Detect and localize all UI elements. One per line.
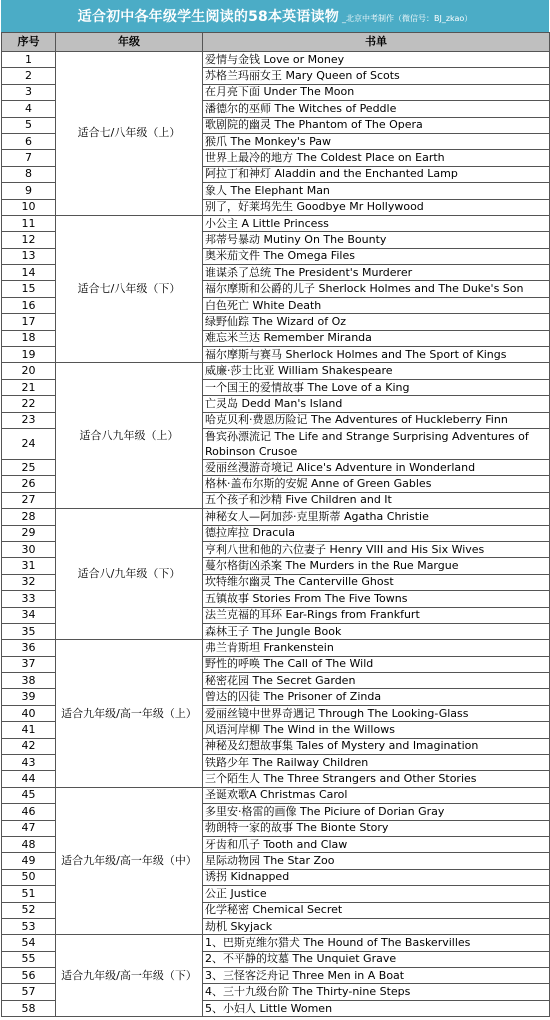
- row-number: 48: [2, 836, 56, 852]
- row-number: 42: [2, 738, 56, 754]
- row-number: 25: [2, 459, 56, 475]
- book-title: 圣诞欢歌A Christmas Carol: [203, 787, 550, 803]
- row-number: 54: [2, 935, 56, 951]
- book-title: 绿野仙踪 The Wizard of Oz: [203, 314, 550, 330]
- book-title: 蔓尔格街凶杀案 The Murders in the Rue Margue: [203, 558, 550, 574]
- book-title: 歌剧院的幽灵 The Phantom of The Opera: [203, 117, 550, 133]
- row-number: 55: [2, 951, 56, 967]
- sheet-title: [1, 0, 549, 32]
- book-title: 森林王子 The Jungle Book: [203, 623, 550, 639]
- row-number: 36: [2, 640, 56, 656]
- row-number: 3: [2, 84, 56, 100]
- book-title: 哈克贝利·费恩历险记 The Adventures of Huckleberry Finn: [203, 412, 550, 428]
- row-number: 17: [2, 314, 56, 330]
- row-number: 44: [2, 771, 56, 787]
- row-number: 29: [2, 525, 56, 541]
- book-title: 一个国王的爱情故事 The Love of a King: [203, 379, 550, 395]
- row-number: 11: [2, 215, 56, 231]
- row-number: 46: [2, 804, 56, 820]
- row-number: 49: [2, 853, 56, 869]
- book-title: 法兰克福的耳环 Ear-Rings from Frankfurt: [203, 607, 550, 623]
- book-title: 诱拐 Kidnapped: [203, 869, 550, 885]
- grade-cell: 适合九年级/高一年级（中）: [56, 787, 203, 935]
- row-number: 7: [2, 150, 56, 166]
- row-number: 13: [2, 248, 56, 264]
- row-number: 52: [2, 902, 56, 918]
- book-title: 福尔摩斯与赛马 Sherlock Holmes and The Sport of Kings: [203, 347, 550, 363]
- row-number: 10: [2, 199, 56, 215]
- row-number: 12: [2, 232, 56, 248]
- book-title: 潘德尔的巫师 The Witches of Peddle: [203, 101, 550, 117]
- book-title: 亡灵岛 Dedd Man's Island: [203, 396, 550, 412]
- grade-cell: 适合八九年级（上）: [56, 363, 203, 509]
- row-number: 38: [2, 673, 56, 689]
- book-title: 坎特维尔幽灵 The Canterville Ghost: [203, 574, 550, 590]
- row-number: 40: [2, 705, 56, 721]
- row-number: 21: [2, 379, 56, 395]
- header-grade: 年级: [56, 33, 203, 52]
- book-title: 多里安·格雷的画像 The Piciure of Dorian Gray: [203, 804, 550, 820]
- row-number: 31: [2, 558, 56, 574]
- book-title: 阿拉丁和神灯 Aladdin and the Enchanted Lamp: [203, 166, 550, 182]
- book-title: 奥米茄文件 The Omega Files: [203, 248, 550, 264]
- row-number: 19: [2, 347, 56, 363]
- row-number: 22: [2, 396, 56, 412]
- grade-cell: 适合七/八年级（下）: [56, 215, 203, 363]
- book-title: 别了，好莱坞先生 Goodbye Mr Hollywood: [203, 199, 550, 215]
- book-title: 秘密花园 The Secret Garden: [203, 673, 550, 689]
- grade-cell: 适合八/九年级（下）: [56, 509, 203, 640]
- row-number: 47: [2, 820, 56, 836]
- row-number: 5: [2, 117, 56, 133]
- row-number: 24: [2, 428, 56, 459]
- title-sub: _北京中考制作（微信号：BJ_zkao）: [341, 13, 473, 23]
- row-number: 1: [2, 52, 56, 68]
- book-title: 世界上最冷的地方 The Coldest Place on Earth: [203, 150, 550, 166]
- book-title: 风语河岸柳 The Wind in the Willows: [203, 722, 550, 738]
- table-row: [2, 52, 550, 68]
- book-title: 劫机 Skyjack: [203, 918, 550, 934]
- book-title: 野性的呼唤 The Call of The Wild: [203, 656, 550, 672]
- book-table: [1, 32, 550, 1017]
- grade-cell: 适合九年级/高一年级（下）: [56, 935, 203, 1017]
- reading-list-sheet: [1, 0, 549, 1017]
- book-title: 5、小妇人 Little Women: [203, 1000, 550, 1016]
- row-number: 32: [2, 574, 56, 590]
- book-title: 铁路少年 The Railway Children: [203, 755, 550, 771]
- book-title: 苏格兰玛丽女王 Mary Queen of Scots: [203, 68, 550, 84]
- table-row: [2, 215, 550, 231]
- book-title: 猴爪 The Monkey's Paw: [203, 133, 550, 149]
- book-title: 五镇故事 Stories From The Five Towns: [203, 591, 550, 607]
- row-number: 6: [2, 133, 56, 149]
- row-number: 27: [2, 492, 56, 508]
- book-title: 五个孩子和沙精 Five Children and It: [203, 492, 550, 508]
- table-row: [2, 509, 550, 525]
- row-number: 9: [2, 183, 56, 199]
- table-row: [2, 363, 550, 379]
- row-number: 26: [2, 476, 56, 492]
- row-number: 41: [2, 722, 56, 738]
- title-main: 适合初中各年级学生阅读的58本英语读物: [77, 9, 339, 25]
- book-title: 爱情与金钱 Love or Money: [203, 52, 550, 68]
- book-title: 爱丽丝漫游奇境记 Alice's Adventure in Wonderland: [203, 459, 550, 475]
- book-title: 爱丽丝镜中世界奇遇记 Through The Looking-Glass: [203, 705, 550, 721]
- row-number: 51: [2, 886, 56, 902]
- book-title: 亨利八世和他的六位妻子 Henry VIII and His Six Wives: [203, 541, 550, 557]
- book-title: 3、三怪客泛舟记 Three Men in A Boat: [203, 968, 550, 984]
- row-number: 45: [2, 787, 56, 803]
- book-title: 星际动物园 The Star Zoo: [203, 853, 550, 869]
- book-title: 1、巴斯克维尔猎犬 The Hound of The Baskervilles: [203, 935, 550, 951]
- book-title: 弗兰肯斯坦 Frankenstein: [203, 640, 550, 656]
- book-title: 在月亮下面 Under The Moon: [203, 84, 550, 100]
- row-number: 28: [2, 509, 56, 525]
- header-book: 书单: [203, 33, 550, 52]
- table-row: [2, 640, 550, 656]
- grade-cell: 适合七/八年级（上）: [56, 52, 203, 216]
- row-number: 35: [2, 623, 56, 639]
- book-title: 2、不平静的坟墓 The Unquiet Grave: [203, 951, 550, 967]
- book-title: 三个陌生人 The Three Strangers and Other Stories: [203, 771, 550, 787]
- row-number: 56: [2, 968, 56, 984]
- book-title: 神秘女人—阿加莎·克里斯蒂 Agatha Christie: [203, 509, 550, 525]
- row-number: 57: [2, 984, 56, 1000]
- book-title: 勃朗特一家的故事 The Bionte Story: [203, 820, 550, 836]
- book-title: 神秘及幻想故事集 Tales of Mystery and Imagination: [203, 738, 550, 754]
- book-title: 象人 The Elephant Man: [203, 183, 550, 199]
- row-number: 50: [2, 869, 56, 885]
- row-number: 20: [2, 363, 56, 379]
- book-title: 曾达的囚徒 The Prisoner of Zinda: [203, 689, 550, 705]
- book-title: 白色死亡 White Death: [203, 297, 550, 313]
- book-title: 邦蒂号暴动 Mutiny On The Bounty: [203, 232, 550, 248]
- book-title: 鲁宾孙漂流记 The Life and Strange Surprising Adventures of Robinson Crusoe: [203, 428, 550, 459]
- row-number: 16: [2, 297, 56, 313]
- row-number: 14: [2, 265, 56, 281]
- row-number: 53: [2, 918, 56, 934]
- row-number: 39: [2, 689, 56, 705]
- book-title: 小公主 A Little Princess: [203, 215, 550, 231]
- row-number: 23: [2, 412, 56, 428]
- book-title: 牙齿和爪子 Tooth and Claw: [203, 836, 550, 852]
- row-number: 58: [2, 1000, 56, 1016]
- row-number: 15: [2, 281, 56, 297]
- table-body: [2, 52, 550, 1017]
- book-title: 德拉库拉 Dracula: [203, 525, 550, 541]
- header-num: 序号: [2, 33, 56, 52]
- grade-cell: 适合九年级/高一年级（上）: [56, 640, 203, 788]
- row-number: 33: [2, 591, 56, 607]
- row-number: 37: [2, 656, 56, 672]
- row-number: 8: [2, 166, 56, 182]
- row-number: 2: [2, 68, 56, 84]
- book-title: 格林·盖布尔斯的安妮 Anne of Green Gables: [203, 476, 550, 492]
- row-number: 43: [2, 755, 56, 771]
- book-title: 福尔摩斯和公爵的儿子 Sherlock Holmes and The Duke's Son: [203, 281, 550, 297]
- book-title: 化学秘密 Chemical Secret: [203, 902, 550, 918]
- book-title: 4、三十九级台阶 The Thirty-nine Steps: [203, 984, 550, 1000]
- book-title: 公正 Justice: [203, 886, 550, 902]
- row-number: 18: [2, 330, 56, 346]
- table-row: [2, 787, 550, 803]
- row-number: 30: [2, 541, 56, 557]
- header-row: [2, 33, 550, 52]
- book-title: 难忘米兰达 Remember Miranda: [203, 330, 550, 346]
- table-row: [2, 935, 550, 951]
- book-title: 威廉·莎士比亚 William Shakespeare: [203, 363, 550, 379]
- book-title: 谁谋杀了总统 The President's Murderer: [203, 265, 550, 281]
- row-number: 4: [2, 101, 56, 117]
- row-number: 34: [2, 607, 56, 623]
